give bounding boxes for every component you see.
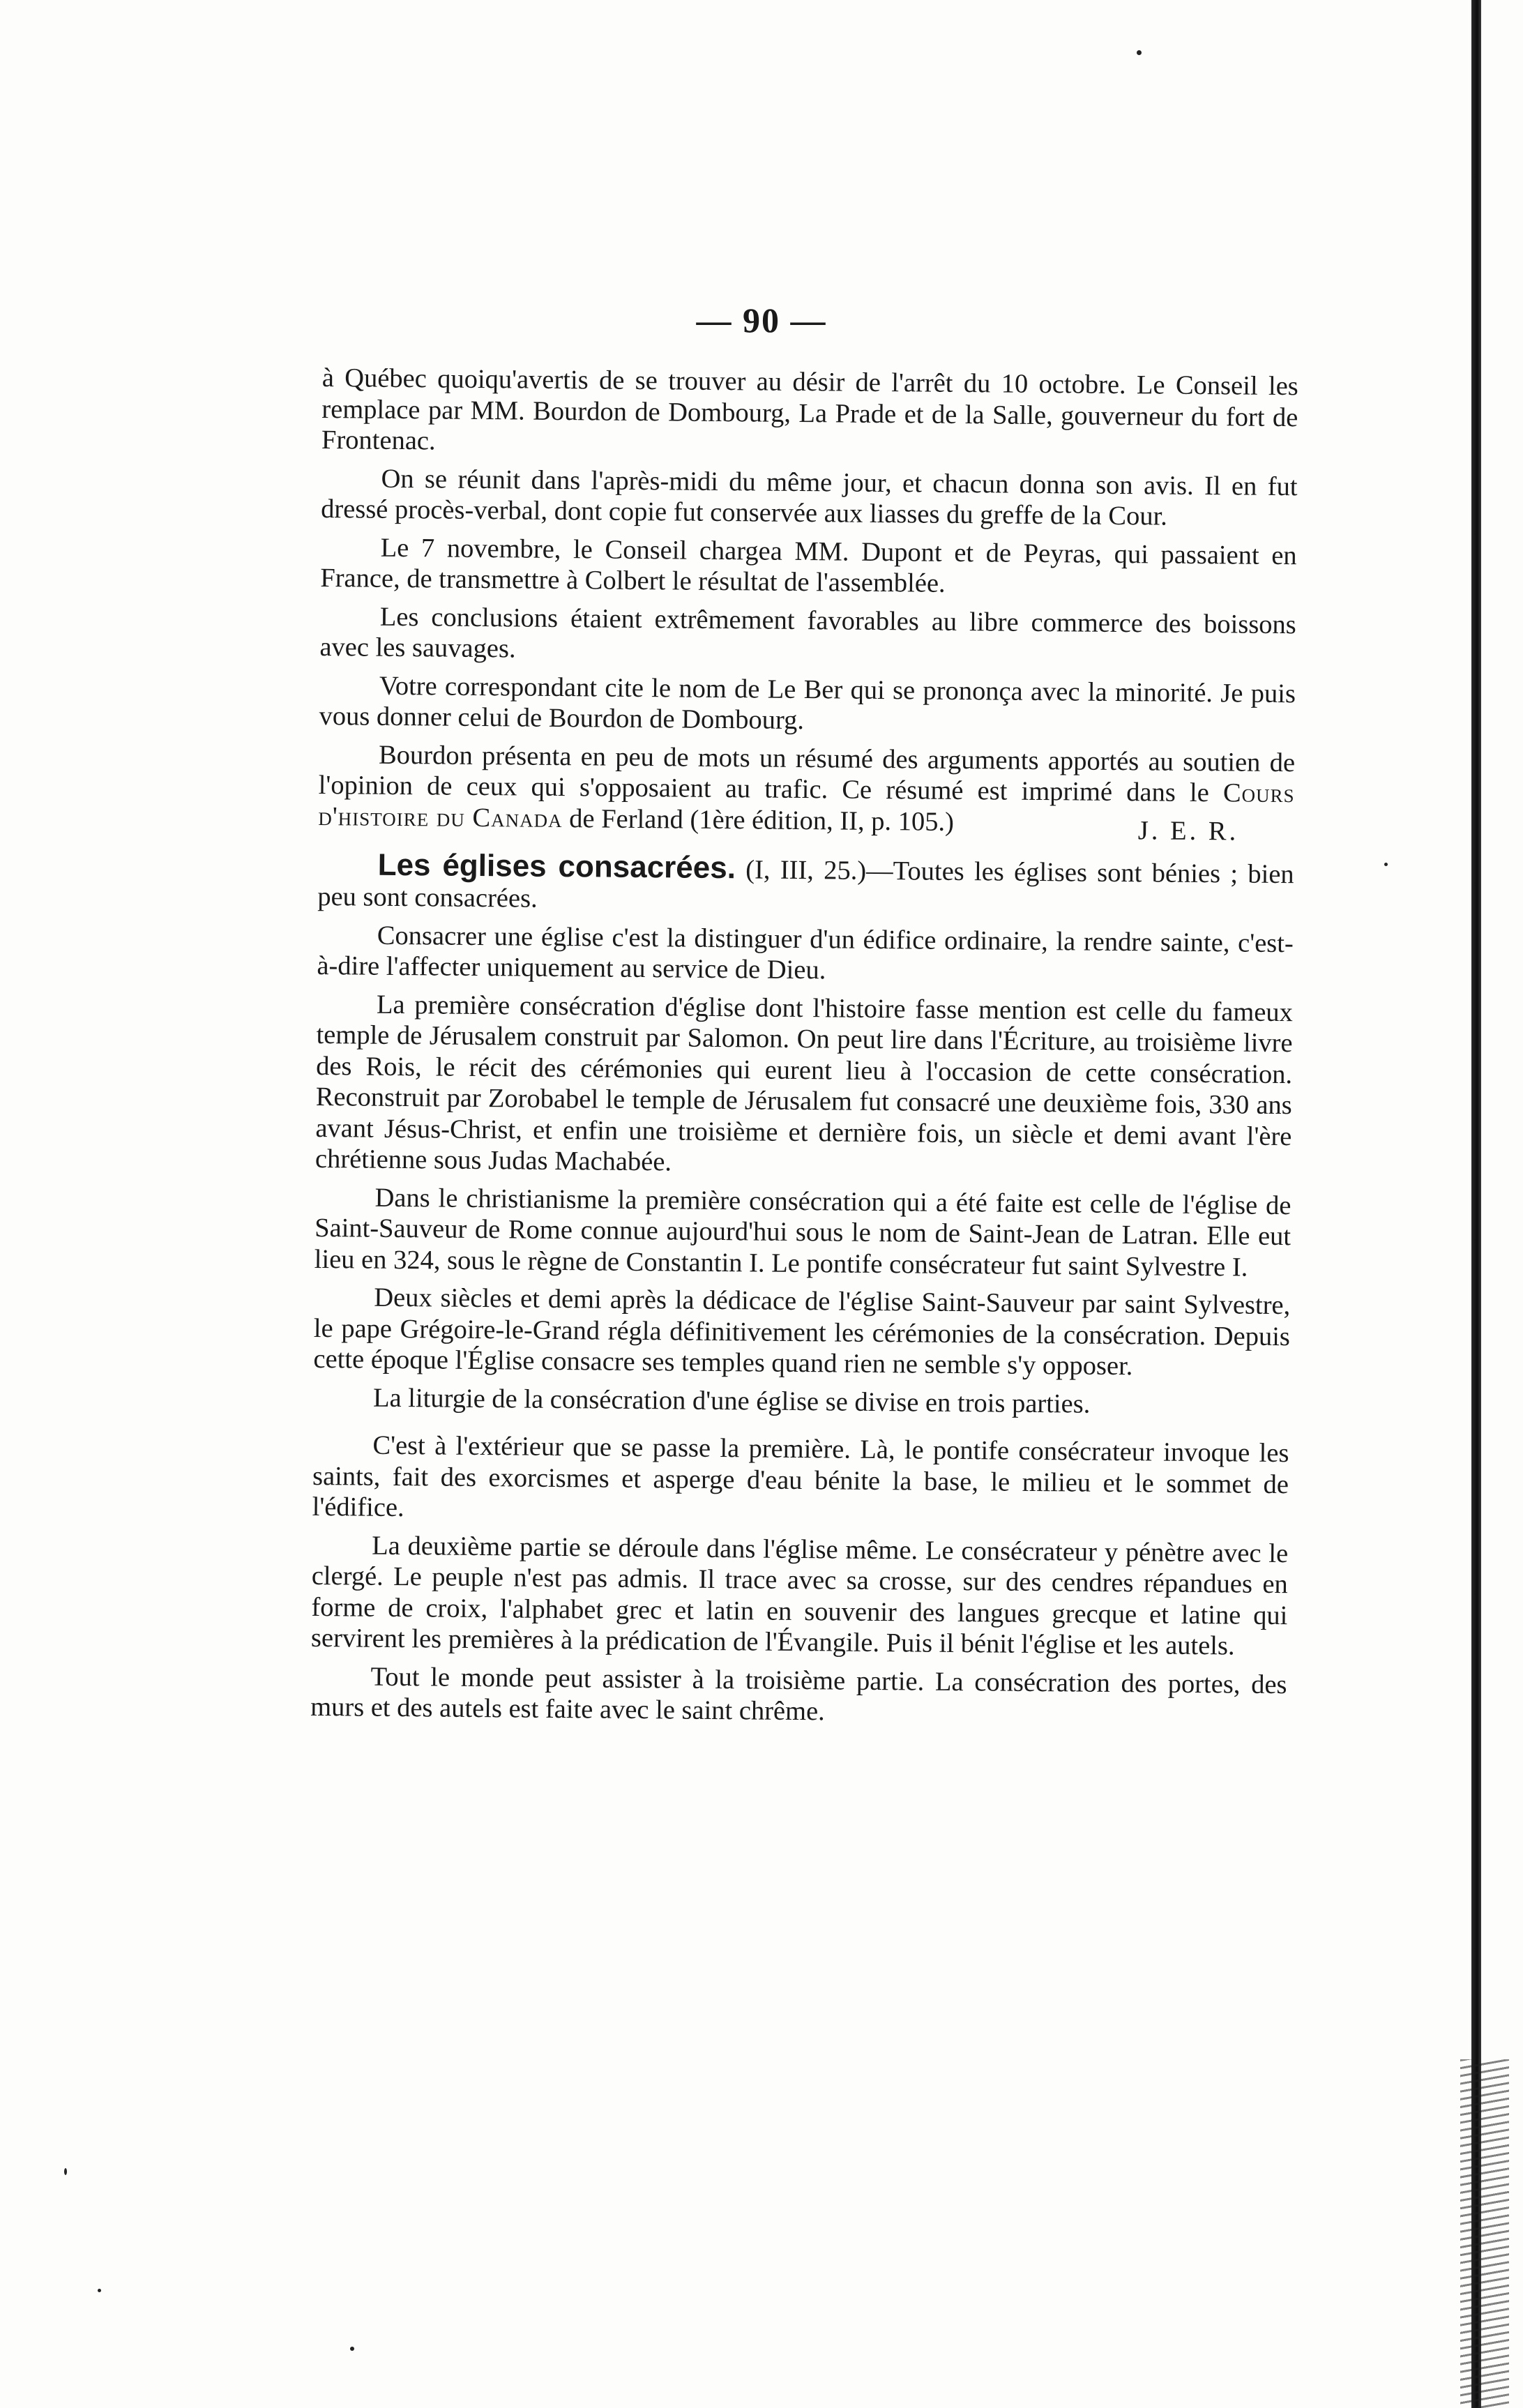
paragraph: Deux siècles et demi après la dédicace de l'église Saint-Sauveur par saint Sylvestre, le pape Grégoire-le-Grand régla définitivement les cérémonies de la consécration. Depuis cette époque l'Église consacre ses temples quand rien ne semble s'y opposer.	[313, 1282, 1291, 1381]
paragraph: On se réunit dans l'après-midi du même jour, et chacun donna son avis. Il en fut dressé procès-verbal, dont copie fut conservée aux liasses du greffe de la Cour.	[320, 464, 1298, 531]
paragraph: Dans le christianisme la première consécration qui a été faite est celle de l'église de Saint-Sauveur de Rome connue aujourd'hui sous le nom de Saint-Jean de Latran. Elle eut lieu en 324, sous le règne de Constantin I. Le pontife consécrateur fut saint Sylvestre I.	[314, 1183, 1291, 1282]
paragraph: Tout le monde peut assister à la troisième partie. La consécration des portes, des murs et des autels est faite avec le saint chrême.	[310, 1662, 1287, 1727]
paragraph-text: de Ferland (1ère édition, II, p. 105.)	[562, 803, 955, 837]
paragraph: La liturgie de la consécration d'une église se divise en trois parties.	[372, 1383, 1091, 1419]
section-heading: Les églises consacrées.	[377, 847, 736, 885]
ink-speck	[98, 2289, 101, 2292]
paragraph: Le 7 novembre, le Conseil chargea MM. Dupont et de Peyras, qui passaient en France, de transmettre à Colbert le résultat de l'assemblée.	[320, 533, 1297, 598]
section-reference: (I, III, 25.)—Toutes les églises sont bénies ; bien peu sont consacrées.	[317, 854, 1294, 914]
body-text	[310, 363, 1298, 1739]
paragraph: La deuxième partie se déroule dans l'église même. Le consécrateur y pénètre avec le clergé. Le peuple n'est pas admis. Il trace avec sa crosse, sur des cendres répandues en forme de croix, l'alphabet grec et latin en souvenir des langues grecque et latine qui servirent les premières à la prédication de l'Évangile. Puis il bénit l'église et les autels.	[310, 1531, 1289, 1661]
paragraph: Votre correspondant cite le nom de Le Ber qui se prononça avec la minorité. Je puis vous donner celui de Bourdon de Dombourg.	[319, 671, 1296, 736]
ink-speck	[1384, 863, 1388, 866]
book-title: Cours d'histoire du Canada	[318, 778, 1295, 833]
page-number: — 90 —	[696, 301, 827, 340]
paragraph: à Québec quoiqu'avertis de se trouver au désir de l'arrêt du 10 octobre. Le Conseil les remplace par MM. Bourdon de Dombourg, La Prade et de la Salle, gouverneur du fort de Frontenac.	[321, 363, 1298, 456]
paragraph: Consacrer une église c'est la distinguer d'un édifice ordinaire, la rendre sainte, c'est-à-dire l'affecter uniquement au service de Dieu.	[317, 921, 1294, 985]
paragraph: Les conclusions étaient extrêmement favorables au libre commerce des boissons avec les sauvages.	[319, 602, 1296, 664]
ink-speck	[1137, 50, 1142, 55]
ink-speck	[64, 2168, 67, 2175]
signature: J. E. R.	[1137, 816, 1239, 847]
section-heading-paragraph	[317, 849, 1294, 921]
ink-speck	[350, 2347, 354, 2351]
paragraph: C'est à l'extérieur que se passe la première. Là, le pontife consécrateur invoque les saints, fait des exorcismes et asperge d'eau bénite la base, le milieu et le sommet de l'édifice.	[312, 1430, 1289, 1523]
paragraph-text: Bourdon présenta en peu de mots un résumé des arguments apportés au soutien de l'opinion de ceux qui s'opposaient au trafic. Ce résumé est imprimé dans le	[318, 740, 1296, 808]
binding-edge	[1471, 0, 1481, 2408]
paragraph: La première consécration d'église dont l'histoire fasse mention est celle du fameux temple de Jérusalem construit par Salomon. On peut lire dans l'Écriture, au troisième livre des Rois, le récit des cérémonies qui eurent lieu à l'occasion de cette consécration. Reconstruit par Zorobabel le temple de Jérusalem fut consacré une deuxième fois, 330 ans avant Jésus-Christ, et enfin une troisième et dernière fois, un siècle et demi avant l'ère chrétienne sous Judas Machabée.	[315, 990, 1294, 1177]
binding-fray	[1460, 2059, 1509, 2408]
